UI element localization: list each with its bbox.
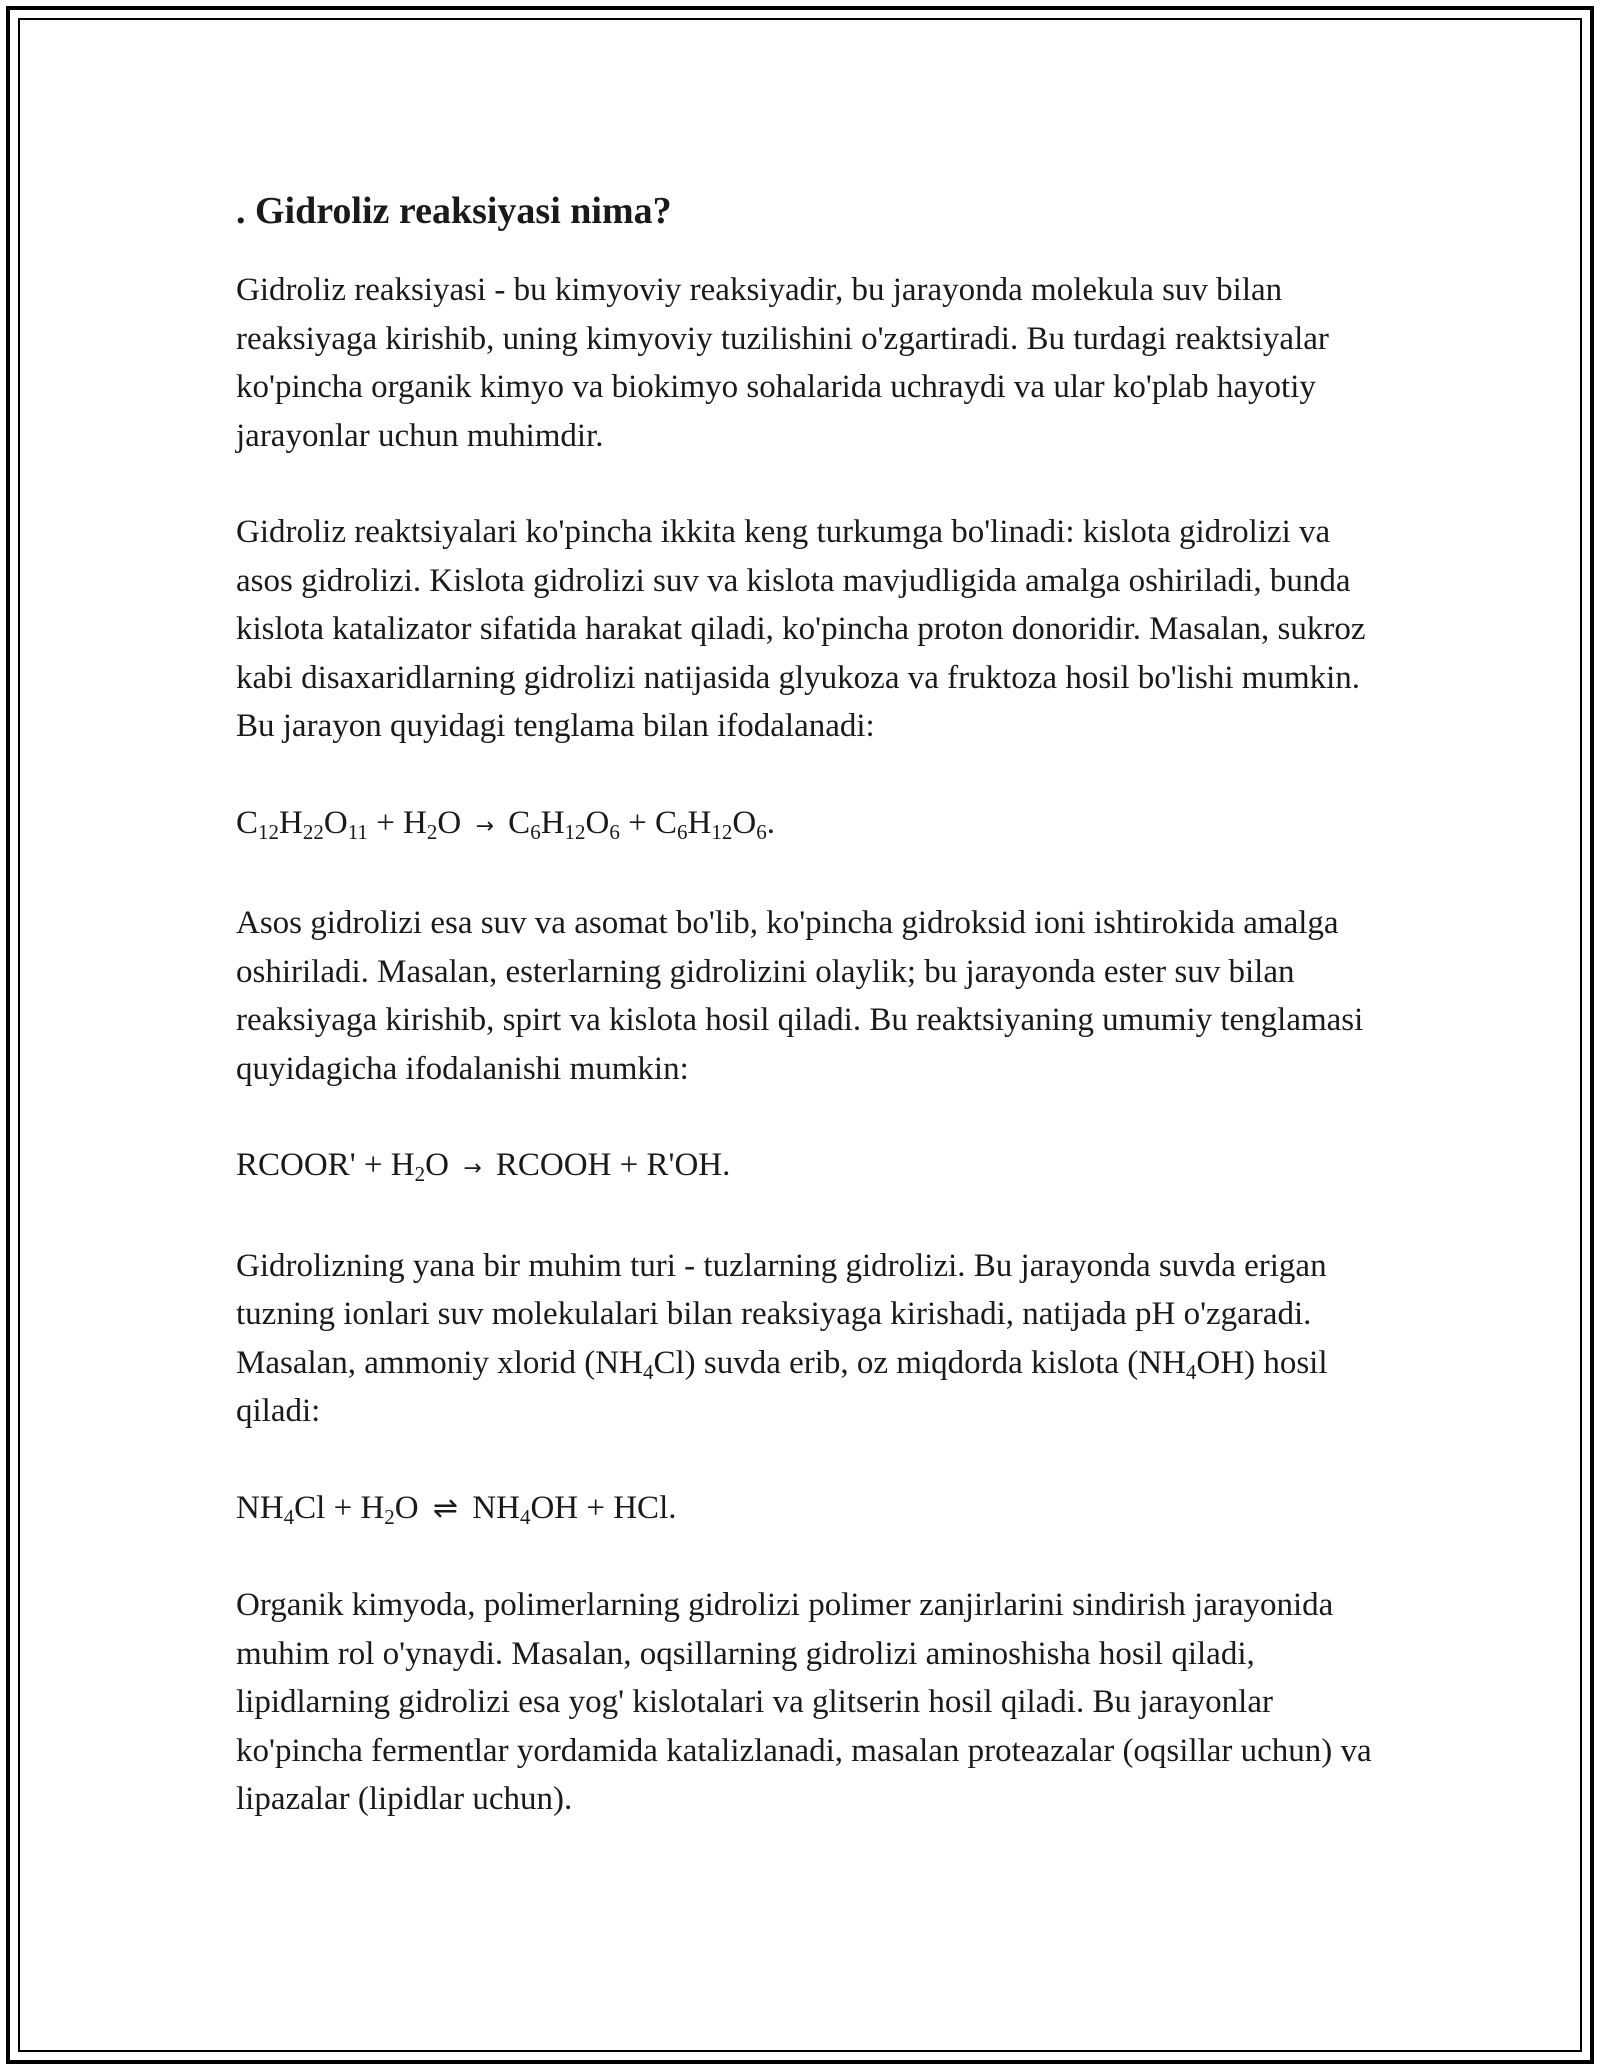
paragraph-polymer-hydrolysis: Organik kimyoda, polimerlarning gidrolizi polimer zanjirlarini sindirish jarayonida muhim rol o'ynaydi. Masalan, oqsillarning gidrolizi aminoshisha hosil qiladi, lipidlarning gidrolizi esa yog' kislotalari va glitserin hosil qiladi. Bu jarayonlar ko'pincha fermentlar yordamida katalizlanadi, masalan proteazalar (oqsillar uchun) va lipazalar (lipidlar uchun). <box>236 1587 1372 1817</box>
paragraph-base-hydrolysis: Asos gidrolizi esa suv va asomat bo'lib, ko'pincha gidroksid ioni ishtirokida amalga oshiriladi. Masalan, esterlarning gidrolizini olaylik; bu jarayonda ester suv bilan reaksiyaga kirishib, spirt va kislota hosil qiladi. Bu reaktsiyaning umumiy tenglamasi quyidagicha ifodalanishi mumkin: <box>236 905 1364 1087</box>
document-body <box>236 186 1376 1872</box>
equation-ester-hydrolysis: RCOOR' + $H_2O$ → RCOOH + R'OH. <box>236 1147 731 1186</box>
equation-sucrose-hydrolysis: $C_{12}H_{22}O_{11} + H_2O \to C_6H_{12}O_6 + C_6H_{12}O_6$. <box>236 804 775 844</box>
equation-ammonium-chloride-hydrolysis: $NH_4Cl + H_2O$ ⇌ $NH_4OH$ + HCl. <box>236 1489 677 1529</box>
paragraph-intro: Gidroliz reaksiyasi - bu kimyoviy reaksiyadir, bu jarayonda molekula suv bilan reaksiyaga kirishib, uning kimyoviy tuzilishini o'zgartiradi. Bu turdagi reaktsiyalar ko'pincha organik kimyo va biokimyo sohalarida uchraydi va ular ko'plab hayotiy jarayonlar uchun muhimdir. <box>236 272 1329 454</box>
equilibrium-arrow-icon: ⇌ <box>432 1490 459 1526</box>
document-title: . Gidroliz reaksiyasi nima? <box>236 190 672 232</box>
paragraph-acid-hydrolysis: Gidroliz reaktsiyalari ko'pincha ikkita keng turkumga bo'linadi: kislota gidrolizi va asos gidrolizi. Kislota gidrolizi suv va kislota mavjudligida amalga oshiriladi, bunda kislota katalizator sifatida harakat qiladi, ko'pincha proton donoridir. Masalan, sukroz kabi disaxaridlarning gidrolizi natijasida glyukoza va fruktoza hosil bo'lishi mumkin. Bu jarayon quyidagi tenglama bilan ifodalanadi: <box>236 514 1366 744</box>
paragraph-salt-hydrolysis: Gidrolizning yana bir muhim turi - tuzlarning gidrolizi. Bu jarayonda suvda erigan tuzning ionlari suv molekulalari bilan reaksiyaga kirishadi, natijada pH o'zgaradi. Masalan, ammoniy xlorid $(NH_4Cl)$ suvda erib, oz miqdorda kislota $(NH_4OH)$ hosil qiladi: <box>236 1247 1328 1429</box>
reaction-arrow-icon: → <box>463 1156 482 1181</box>
reaction-arrow-icon: → <box>475 813 494 839</box>
